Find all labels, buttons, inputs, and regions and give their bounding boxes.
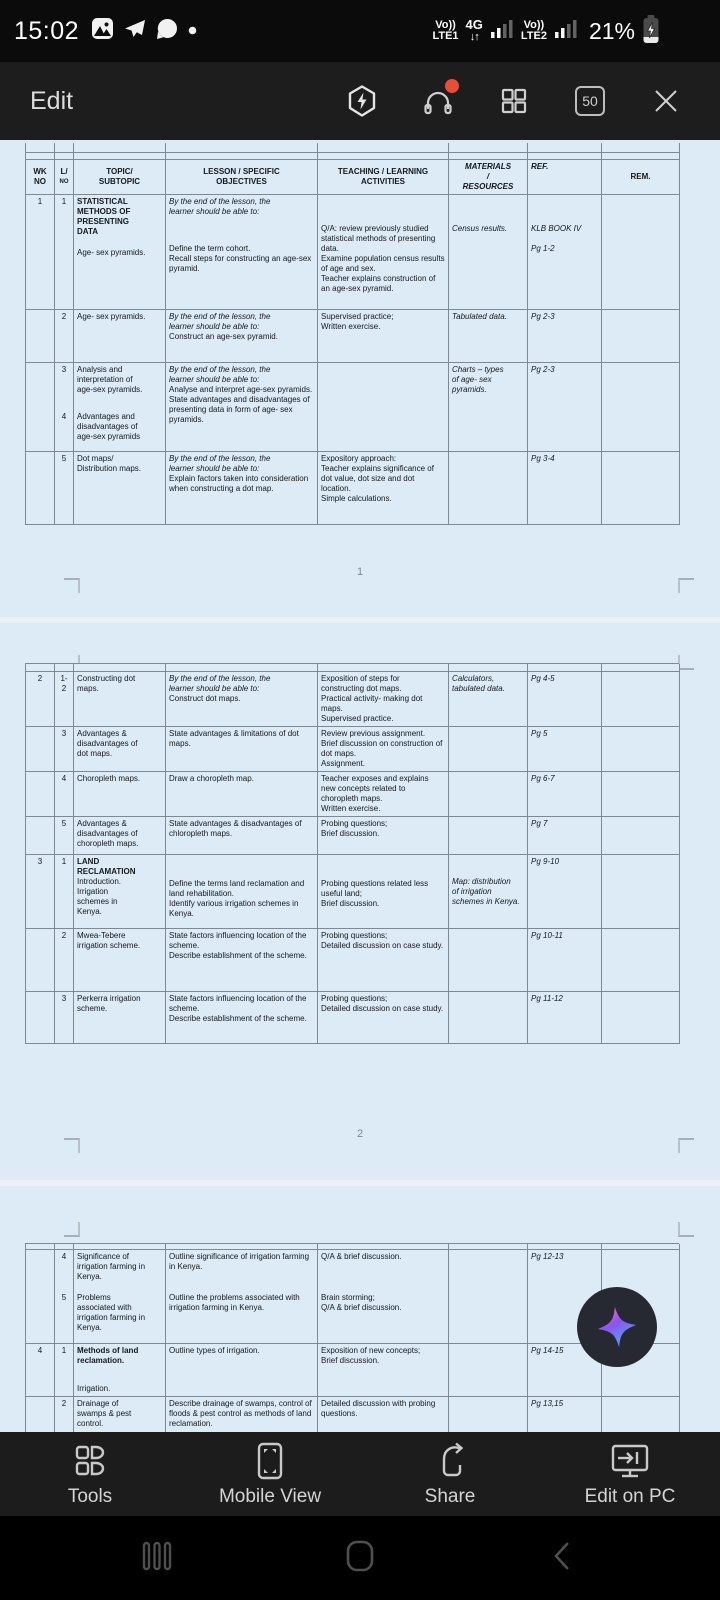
table-cell[interactable]: Age- sex pyramids. (74, 310, 166, 363)
back-nav-icon[interactable] (546, 1539, 580, 1578)
table-cell[interactable] (26, 452, 55, 525)
chat-notification-icon (156, 18, 179, 45)
table-cell[interactable] (602, 310, 680, 363)
sim2-volte-label: Vo)) LTE2 (520, 19, 547, 42)
close-icon[interactable] (648, 83, 684, 119)
table-cell[interactable] (449, 1250, 528, 1344)
table-cell[interactable]: Pg 2-3 (528, 363, 602, 452)
table-cell[interactable]: Expository approach: Teacher explains significance of dot value, dot size and dot location. Simple calculations. (318, 452, 449, 525)
battery-charging-icon (642, 14, 660, 49)
table-cell[interactable] (26, 1250, 55, 1344)
table-cell[interactable]: 3 (55, 727, 74, 772)
table-row (26, 153, 679, 160)
table-cell[interactable]: Charts – types of age- sex pyramids. (449, 363, 528, 452)
table-cell[interactable]: Draw a choropleth map. (166, 772, 318, 817)
edit-mode-title: Edit (30, 86, 74, 115)
bottom-toolbar (0, 1432, 720, 1516)
status-bar (0, 0, 720, 62)
document-view[interactable] (0, 140, 720, 1432)
table-cell[interactable]: Tabulated data. (449, 310, 528, 363)
table-cell[interactable] (449, 727, 528, 772)
table-cell[interactable]: Teacher exposes and explains new concepts related to choropleth maps. Written exercise. (318, 772, 449, 817)
share-label: Share (424, 1485, 476, 1507)
table-cell[interactable] (26, 1397, 55, 1432)
table-cell[interactable]: 5 (55, 452, 74, 525)
margin-corner-mark (64, 578, 80, 593)
table-cell[interactable]: 3 4 (55, 363, 74, 452)
table-cell[interactable]: By the end of the lesson, the learner should be able to: Define the term cohort. Recall steps for constructing an age-sex pyramid. (166, 195, 318, 310)
table-cell[interactable] (602, 929, 680, 992)
table-cell[interactable]: Drainage of swamps & pest control. (74, 1397, 166, 1432)
table-cell[interactable]: Mwea-Tebere irrigation scheme. (74, 929, 166, 992)
table-cell[interactable]: Choropleth maps. (74, 772, 166, 817)
table-cell[interactable]: MATERIALS / RESOURCES (449, 160, 528, 195)
table-cell[interactable] (26, 727, 55, 772)
table-cell[interactable] (26, 664, 55, 672)
margin-corner-mark (678, 1222, 694, 1237)
telegram-notification-icon (123, 18, 147, 45)
table-cell[interactable]: Significance of irrigation farming in Kenya. Problems associated with irrigation farming in Kenya. (74, 1250, 166, 1344)
table-header-row (26, 160, 679, 195)
table-cell[interactable]: State advantages & disadvantages of chloropleth maps. (166, 817, 318, 855)
edit-on-pc-button[interactable] (540, 1432, 720, 1516)
table-cell[interactable]: Pg 13,15 (528, 1397, 602, 1432)
table-cell[interactable]: Pg 14-15 (528, 1344, 602, 1397)
table-cell[interactable]: 2 (26, 672, 55, 727)
table-cell[interactable] (318, 363, 449, 452)
scheme-of-work-table-page2 (25, 663, 679, 1044)
audio-read-aloud-icon[interactable] (420, 83, 456, 119)
table-cell[interactable] (528, 664, 602, 672)
apps-grid-icon[interactable] (496, 83, 532, 119)
table-cell[interactable]: 3 (55, 992, 74, 1044)
table-cell[interactable] (602, 727, 680, 772)
table-cell[interactable] (74, 143, 166, 153)
table-cell[interactable] (26, 929, 55, 992)
table-cell[interactable]: Review previous assignment. Brief discussion on construction of dot maps. Assignment. (318, 727, 449, 772)
table-cell[interactable] (602, 855, 680, 929)
table-cell[interactable]: State advantages & limitations of dot maps. (166, 727, 318, 772)
table-cell[interactable] (602, 143, 680, 153)
table-cell[interactable]: Probing questions related less useful land; Brief discussion. (318, 855, 449, 929)
notification-dot-icon (188, 22, 197, 40)
network-type-label: 4G ↓↑ (465, 17, 483, 43)
ai-assistant-fab[interactable] (577, 1287, 657, 1367)
table-cell[interactable] (74, 153, 166, 160)
sim1-volte-label: Vo)) LTE1 (432, 19, 459, 42)
tools-label: Tools (67, 1485, 113, 1507)
table-cell[interactable]: State factors influencing location of the scheme. Describe establishment of the scheme. (166, 992, 318, 1044)
table-cell[interactable]: Exposition of new concepts; Brief discussion. (318, 1344, 449, 1397)
table-cell[interactable]: Census results. (449, 195, 528, 310)
margin-corner-mark (64, 1222, 80, 1237)
table-cell[interactable]: Pg 12-13 (528, 1250, 602, 1344)
table-cell[interactable]: REF. (528, 160, 602, 195)
table-row (26, 855, 679, 929)
table-cell[interactable] (449, 772, 528, 817)
table-cell[interactable] (26, 772, 55, 817)
table-cell[interactable]: WK NO (26, 160, 55, 195)
table-cell[interactable] (449, 452, 528, 525)
page-count-button[interactable] (572, 83, 608, 119)
mobile-view-label: Mobile View (218, 1485, 322, 1507)
battery-percent-label: 21% (588, 17, 635, 44)
table-cell[interactable] (602, 195, 680, 310)
table-cell[interactable]: Pg 2-3 (528, 310, 602, 363)
table-cell[interactable]: Perkerra irrigation scheme. (74, 992, 166, 1044)
table-cell[interactable] (528, 143, 602, 153)
table-cell[interactable]: 2 (55, 929, 74, 992)
app-toolbar (0, 62, 720, 140)
table-cell[interactable]: 2 (55, 1397, 74, 1432)
android-nav-bar (0, 1516, 720, 1600)
table-cell[interactable]: TOPIC/ SUBTOPIC (74, 160, 166, 195)
scheme-of-work-table-page1 (25, 143, 679, 525)
table-cell[interactable]: State factors influencing location of the scheme. Describe establishment of the scheme. (166, 929, 318, 992)
table-cell[interactable] (26, 143, 55, 153)
table-cell[interactable] (74, 664, 166, 672)
page-number: 1 (356, 566, 364, 578)
share-icon (430, 1441, 470, 1481)
table-cell[interactable] (55, 143, 74, 153)
table-cell[interactable] (449, 1344, 528, 1397)
home-nav-icon[interactable] (343, 1539, 377, 1578)
table-cell[interactable] (55, 153, 74, 160)
margin-corner-mark (678, 655, 694, 670)
table-cell[interactable]: 1 (55, 855, 74, 929)
table-cell[interactable] (449, 817, 528, 855)
table-cell[interactable]: TEACHING / LEARNING ACTIVITIES (318, 160, 449, 195)
table-cell[interactable]: Advantages & disadvantages of dot maps. (74, 727, 166, 772)
tools-button[interactable] (0, 1432, 180, 1516)
table-cell[interactable]: 4 5 (55, 1250, 74, 1344)
premium-shield-lightning-icon[interactable] (344, 83, 380, 119)
table-row (26, 992, 679, 1044)
table-cell[interactable] (602, 664, 680, 672)
table-cell[interactable]: Pg 3-4 (528, 452, 602, 525)
table-cell[interactable] (528, 153, 602, 160)
table-cell[interactable] (26, 310, 55, 363)
table-cell[interactable]: Probing questions; Brief discussion. (318, 817, 449, 855)
table-cell[interactable]: Q/A: review previously studied statistical methods of presenting data. Examine population census results of age and sex. Teacher explains construction of an age-sex pyramid. (318, 195, 449, 310)
table-cell[interactable]: Outline types of irrigation. (166, 1344, 318, 1397)
mobile-view-button[interactable] (180, 1432, 360, 1516)
ai-sparkle-icon (592, 1302, 643, 1353)
table-cell[interactable]: Pg 9-10 (528, 855, 602, 929)
table-cell[interactable] (602, 817, 680, 855)
table-cell[interactable] (602, 992, 680, 1044)
signal-bars-sim2-icon (554, 19, 578, 44)
page-number: 2 (356, 1128, 364, 1140)
table-cell[interactable] (602, 452, 680, 525)
table-cell[interactable]: Constructing dot maps. (74, 672, 166, 727)
table-cell[interactable]: REM. (602, 160, 680, 195)
table-cell[interactable] (166, 153, 318, 160)
mobile-view-icon (250, 1441, 290, 1481)
table-cell[interactable] (449, 153, 528, 160)
table-cell[interactable] (26, 153, 55, 160)
table-cell[interactable]: Define the terms land reclamation and land rehabilitation. Identify various irrigation schemes in Kenya. (166, 855, 318, 929)
margin-corner-mark (678, 578, 694, 593)
table-cell[interactable] (602, 363, 680, 452)
table-cell[interactable] (602, 153, 680, 160)
table-row (26, 1397, 679, 1432)
table-cell[interactable]: Pg 11-12 (528, 992, 602, 1044)
table-cell[interactable] (449, 929, 528, 992)
table-cell[interactable]: Pg 6-7 (528, 772, 602, 817)
table-cell[interactable] (166, 664, 318, 672)
table-cell[interactable]: By the end of the lesson, the learner should be able to: Explain factors taken into consideration when constructing a dot map. (166, 452, 318, 525)
page-count-badge: 50 (575, 86, 605, 116)
table-cell[interactable]: Probing questions; Detailed discussion on case study. (318, 992, 449, 1044)
table-cell[interactable]: By the end of the lesson, the learner should be able to: Construct dot maps. (166, 672, 318, 727)
table-cell[interactable]: Exposition of steps for constructing dot maps. Practical activity- making dot maps. Supervised practice. (318, 672, 449, 727)
table-cell[interactable]: By the end of the lesson, the learner should be able to: Construct an age-sex pyramid. (166, 310, 318, 363)
table-cell[interactable]: 1 (55, 1344, 74, 1397)
table-cell[interactable]: Advantages & disadvantages of choropleth maps. (74, 817, 166, 855)
notification-badge-dot (445, 79, 459, 93)
table-cell[interactable] (318, 143, 449, 153)
table-cell[interactable] (602, 1397, 680, 1432)
table-cell[interactable]: Outline significance of irrigation farming in Kenya. Outline the problems associated with irrigation farming in Kenya. (166, 1250, 318, 1344)
table-cell[interactable]: By the end of the lesson, the learner should be able to: Analyse and interpret age-sex pyramids. State advantages and disadvantages of presenting data in form of age- sex pyramids. (166, 363, 318, 452)
table-cell[interactable] (166, 143, 318, 153)
table-row (26, 363, 679, 452)
table-row (26, 195, 679, 310)
tools-grid-icon (70, 1441, 110, 1481)
table-cell[interactable] (602, 772, 680, 817)
table-cell[interactable]: Detailed discussion with probing questions. (318, 1397, 449, 1432)
table-row (26, 772, 679, 817)
table-cell[interactable] (602, 672, 680, 727)
table-cell[interactable]: Methods of land reclamation. Irrigation. (74, 1344, 166, 1397)
table-cell[interactable]: 3 (26, 855, 55, 929)
recents-nav-icon[interactable] (140, 1539, 174, 1578)
table-cell[interactable] (449, 992, 528, 1044)
table-row (26, 727, 679, 772)
table-cell[interactable]: Calculators, tabulated data. (449, 672, 528, 727)
table-cell[interactable]: LESSON / SPECIFIC OBJECTIVES (166, 160, 318, 195)
table-cell[interactable]: 1- 2 (55, 672, 74, 727)
table-cell[interactable] (449, 143, 528, 153)
table-cell[interactable]: STATISTICAL METHODS OF PRESENTING DATA Age- sex pyramids. (74, 195, 166, 310)
table-cell[interactable]: Probing questions; Detailed discussion on case study. (318, 929, 449, 992)
table-cell[interactable]: Supervised practice; Written exercise. (318, 310, 449, 363)
table-cell[interactable]: Pg 4-5 (528, 672, 602, 727)
table-cell[interactable]: LAND RECLAMATION Introduction. Irrigation schemes in Kenya. (74, 855, 166, 929)
table-cell[interactable] (449, 1397, 528, 1432)
table-cell[interactable]: 5 (55, 817, 74, 855)
table-row (26, 143, 679, 153)
table-row (26, 1344, 679, 1397)
table-cell[interactable]: L/ NO (55, 160, 74, 195)
signal-bars-sim1-icon (490, 19, 514, 44)
table-cell[interactable]: Pg 7 (528, 817, 602, 855)
table-cell[interactable]: 1 (26, 195, 55, 310)
table-cell[interactable] (26, 817, 55, 855)
gallery-notification-icon (91, 17, 114, 45)
table-cell[interactable]: Dot maps/ Distribution maps. (74, 452, 166, 525)
margin-corner-mark (678, 1138, 694, 1153)
table-row (26, 817, 679, 855)
table-cell[interactable]: Map: distribution of irrigation schemes in Kenya. (449, 855, 528, 929)
table-cell[interactable] (26, 992, 55, 1044)
table-cell[interactable]: KLB BOOK IV Pg 1-2 (528, 195, 602, 310)
table-row (26, 310, 679, 363)
clock: 15:02 (14, 16, 80, 45)
table-cell[interactable]: 4 (26, 1344, 55, 1397)
table-row (26, 929, 679, 992)
margin-corner-mark (64, 1138, 80, 1153)
edit-on-pc-icon (608, 1441, 652, 1481)
table-row (26, 452, 679, 525)
table-row (26, 664, 679, 672)
table-cell[interactable]: Pg 5 (528, 727, 602, 772)
table-cell[interactable]: Describe drainage of swamps, control of floods & pest control as methods of land reclamation. (166, 1397, 318, 1432)
table-cell[interactable]: Q/A & brief discussion. Brain storming; Q/A & brief discussion. (318, 1250, 449, 1344)
table-row (26, 672, 679, 727)
document-page-1[interactable] (0, 140, 720, 617)
table-cell[interactable]: 1 (55, 195, 74, 310)
table-cell[interactable]: 4 (55, 772, 74, 817)
table-cell[interactable]: Pg 10-11 (528, 929, 602, 992)
table-cell[interactable] (318, 664, 449, 672)
table-cell[interactable] (449, 664, 528, 672)
document-page-2[interactable] (0, 623, 720, 1180)
table-cell[interactable] (55, 664, 74, 672)
edit-on-pc-label: Edit on PC (584, 1485, 676, 1507)
table-cell[interactable] (318, 153, 449, 160)
table-cell[interactable]: Analysis and interpretation of age-sex pyramids. Advantages and disadvantages of age-sex pyramids (74, 363, 166, 452)
table-cell[interactable] (26, 363, 55, 452)
table-cell[interactable]: 2 (55, 310, 74, 363)
share-button[interactable] (360, 1432, 540, 1516)
